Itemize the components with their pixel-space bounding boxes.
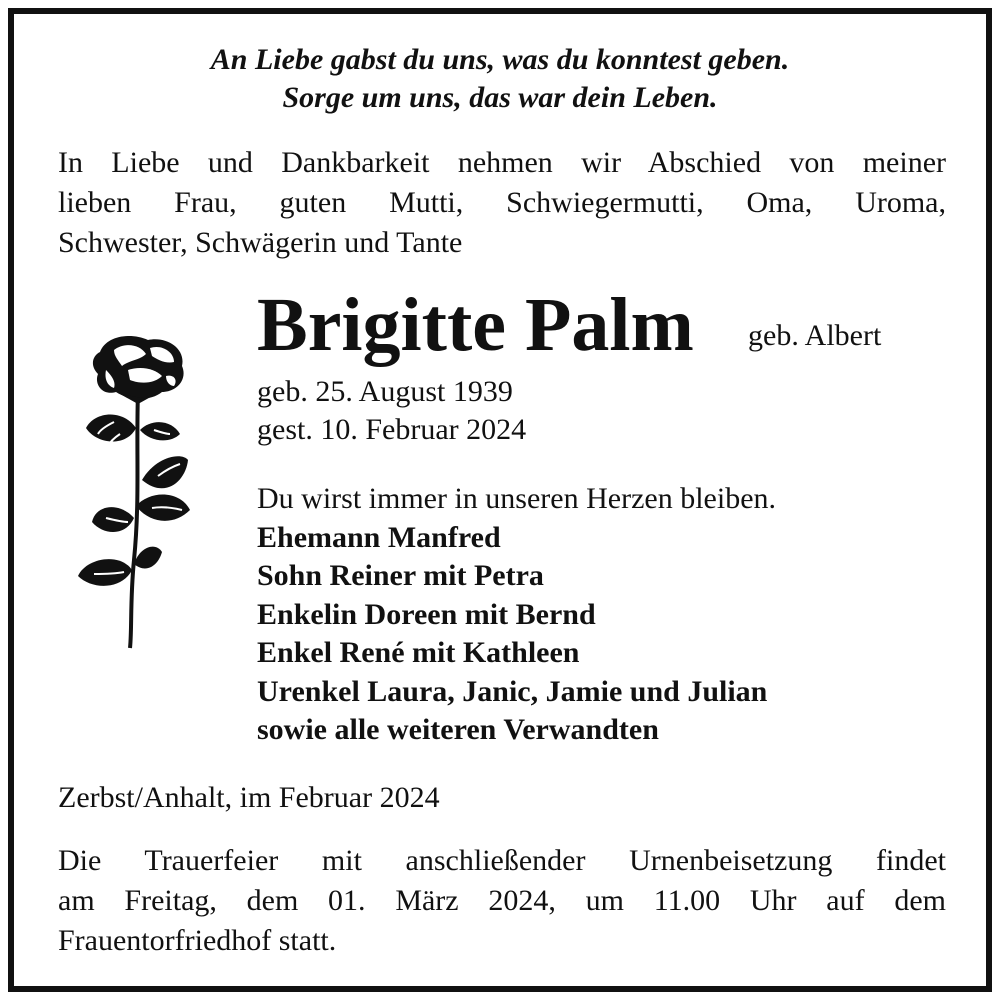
life-dates [257,373,526,449]
place-date: Zerbst/Anhalt, im Februar 2024 [58,781,440,814]
closing-line: Du wirst immer in unseren Herzen bleiben. [257,482,777,515]
service-line: Die Trauerfeier mit anschließender Urnenbeisetzung findet [58,844,946,877]
mourner-name: Enkelin Doreen mit Bernd [257,597,596,631]
mourner-name: Enkel René mit Kathleen [257,636,580,669]
intro-line: lieben Frau, guten Mutti, Schwiegermutti, Oma, Uroma, [58,186,946,219]
motto-line-1: An Liebe gabst du uns, was du konntest geben. [210,43,790,76]
mourner-name: Ehemann Manfred [257,520,501,554]
mourner-name: Sohn Reiner mit Petra [257,559,544,592]
funeral-service-info [58,841,946,961]
intro-text [58,143,946,263]
mourners-list [257,480,776,750]
mourner-name: Urenkel Laura, Janic, Jamie und Julian [257,674,768,708]
service-line: Frauentorfriedhof statt. [58,924,337,957]
intro-line: In Liebe und Dankbarkeit nehmen wir Abschied von meiner [58,146,946,179]
death-date: gest. 10. Februar 2024 [257,413,527,446]
motto-line-2: Sorge um uns, das war dein Leben. [282,81,718,114]
intro-line: Schwester, Schwägerin und Tante [58,226,463,259]
rose-icon [70,330,200,655]
birth-date: geb. 25. August 1939 [257,375,513,408]
maiden-name: geb. Albert [748,319,882,352]
service-line: am Freitag, dem 01. März 2024, um 11.00 Uhr auf dem [58,884,946,917]
deceased-name: Brigitte Palm [257,283,694,367]
mourner-name: sowie alle weiteren Verwandten [257,713,659,746]
